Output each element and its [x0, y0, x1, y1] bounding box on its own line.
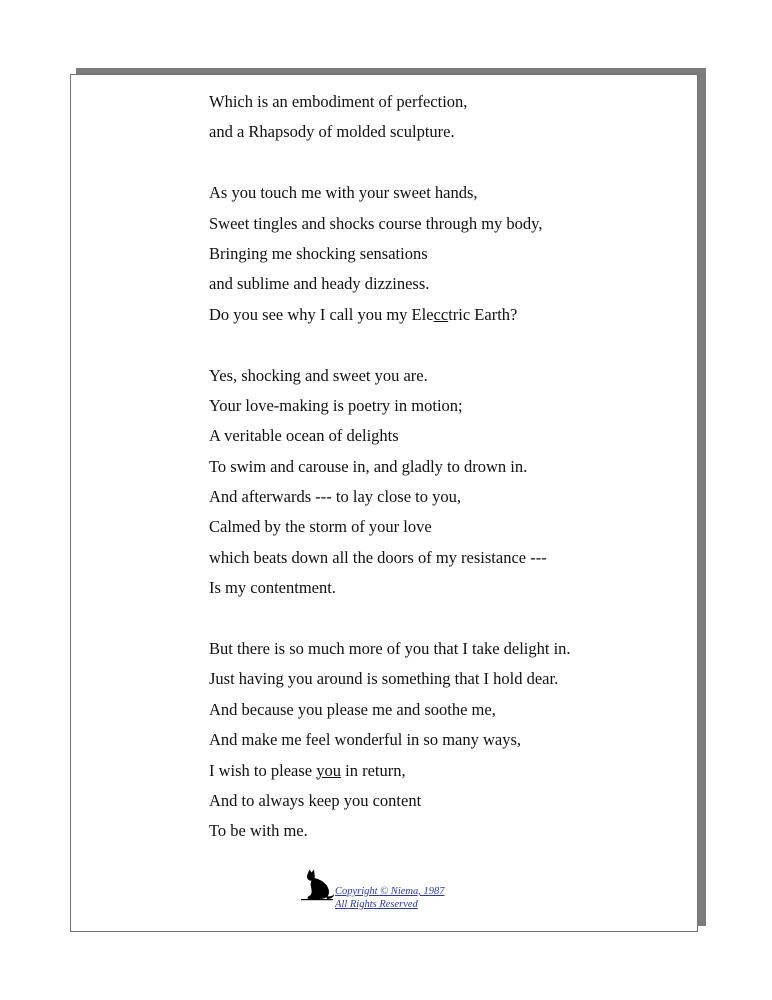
stanza: [209, 361, 679, 604]
poem-line: and sublime and heady dizziness.: [209, 274, 430, 294]
underlined-text: you: [316, 760, 341, 780]
poem-line: And to always keep you content: [209, 790, 422, 810]
poem-line: Is my contentment.: [209, 578, 336, 598]
poem-text: I wish to please: [209, 760, 317, 780]
poem-line: And afterwards --- to lay close to you,: [209, 487, 462, 507]
poem-text: tric Earth?: [448, 304, 518, 324]
stanza: [209, 634, 679, 847]
poem-line: But there is so much more of you that I take delight in.: [209, 639, 571, 659]
poem-line: A veritable ocean of delights: [209, 426, 399, 446]
copyright-line: Copyright © Niema, 1987: [335, 886, 445, 897]
poem-line: Just having you around is something that I hold dear.: [209, 669, 559, 689]
document-page: [70, 74, 698, 932]
poem-line: and a Rhapsody of molded sculpture.: [209, 122, 455, 142]
poem-line: Calmed by the storm of your love: [209, 517, 432, 537]
poem-line: As you touch me with your sweet hands,: [209, 183, 478, 203]
poem-line: Your love-making is poetry in motion;: [209, 395, 463, 415]
poem-line: And make me feel wonderful in so many ways,: [209, 730, 522, 750]
copyright-block: [299, 869, 559, 917]
poem-line: Sweet tingles and shocks course through my body,: [209, 213, 543, 233]
poem-line: Which is an embodiment of perfection,: [209, 92, 468, 111]
poem-text: Do you see why I call you my Ele: [209, 304, 434, 324]
cat-silhouette-icon: [299, 869, 335, 901]
poem-line: [209, 300, 679, 330]
copyright-text[interactable]: [335, 885, 444, 911]
underlined-text: cc: [433, 304, 449, 324]
rights-line: All Rights Reserved: [335, 899, 418, 910]
poem-line: To be with me.: [209, 821, 308, 841]
poem-line: Yes, shocking and sweet you are.: [209, 365, 428, 385]
poem-line: which beats down all the doors of my resistance ---: [209, 547, 547, 567]
poem-line: Bringing me shocking sensations: [209, 243, 428, 263]
poem-text: in return,: [340, 760, 406, 780]
poem-line: To swim and carouse in, and gladly to drown in.: [209, 456, 528, 476]
poem-body: [209, 87, 679, 847]
stanza: [209, 87, 679, 148]
stanza: [209, 178, 679, 330]
poem-line: [209, 756, 679, 786]
poem-line: And because you please me and soothe me,: [209, 699, 496, 719]
